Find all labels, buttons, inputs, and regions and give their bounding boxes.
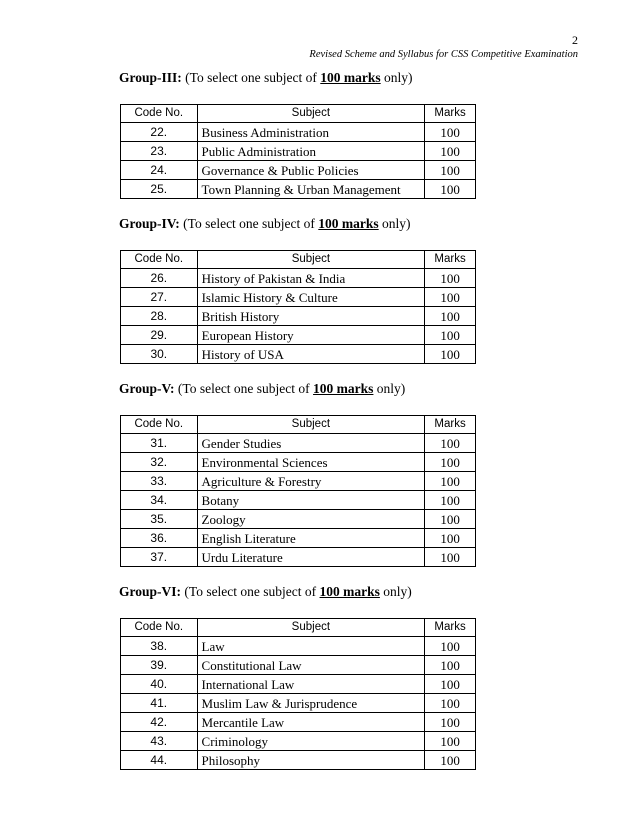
group-label: Group-IV: (119, 216, 180, 231)
group-section (119, 70, 579, 199)
table-row (121, 751, 476, 770)
code-cell: 35. (121, 510, 198, 529)
subject-cell: Muslim Law & Jurisprudence (197, 694, 425, 713)
code-cell: 24. (121, 161, 198, 180)
table-row (121, 326, 476, 345)
subject-cell: Public Administration (197, 142, 425, 161)
marks-cell: 100 (425, 180, 476, 199)
table-row (121, 472, 476, 491)
syllabus-content (119, 70, 579, 787)
table-row (121, 161, 476, 180)
subject-cell: British History (197, 307, 425, 326)
table-row (121, 180, 476, 199)
marks-cell: 100 (425, 751, 476, 770)
marks-cell: 100 (425, 453, 476, 472)
subject-cell: Agriculture & Forestry (197, 472, 425, 491)
column-header-subject: Subject (197, 105, 425, 123)
code-cell: 31. (121, 434, 198, 453)
subject-cell: Criminology (197, 732, 425, 751)
table-header-row (121, 105, 476, 123)
marks-cell: 100 (425, 713, 476, 732)
marks-cell: 100 (425, 548, 476, 567)
group-note-end: only) (382, 216, 411, 231)
group-label: Group-VI: (119, 584, 182, 599)
marks-cell: 100 (425, 269, 476, 288)
group-label: Group-III: (119, 70, 182, 85)
code-cell: 37. (121, 548, 198, 567)
subject-cell: Urdu Literature (197, 548, 425, 567)
marks-cell: 100 (425, 694, 476, 713)
table-row (121, 123, 476, 142)
table-row (121, 675, 476, 694)
column-header-subject: Subject (197, 416, 425, 434)
code-cell: 28. (121, 307, 198, 326)
marks-cell: 100 (425, 472, 476, 491)
marks-cell: 100 (425, 732, 476, 751)
group-note-marks: 100 marks (319, 584, 380, 599)
table-row (121, 694, 476, 713)
code-cell: 34. (121, 491, 198, 510)
subjects-table (120, 250, 476, 364)
subject-cell: History of Pakistan & India (197, 269, 425, 288)
code-cell: 22. (121, 123, 198, 142)
subjects-table (120, 104, 476, 199)
group-note-end: only) (383, 584, 412, 599)
code-cell: 44. (121, 751, 198, 770)
column-header-subject: Subject (197, 251, 425, 269)
marks-cell: 100 (425, 434, 476, 453)
subject-cell: Gender Studies (197, 434, 425, 453)
running-header: Revised Scheme and Syllabus for CSS Competitive Examination (309, 49, 578, 60)
table-row (121, 491, 476, 510)
subject-cell: Islamic History & Culture (197, 288, 425, 307)
table-row (121, 510, 476, 529)
subject-cell: English Literature (197, 529, 425, 548)
subject-cell: European History (197, 326, 425, 345)
subject-cell: Business Administration (197, 123, 425, 142)
marks-cell: 100 (425, 142, 476, 161)
table-row (121, 142, 476, 161)
page-number: 2 (572, 33, 578, 47)
subject-cell: History of USA (197, 345, 425, 364)
marks-cell: 100 (425, 491, 476, 510)
group-heading (119, 584, 579, 600)
column-header-code: Code No. (121, 105, 198, 123)
marks-cell: 100 (425, 637, 476, 656)
subject-cell: Zoology (197, 510, 425, 529)
table-row (121, 345, 476, 364)
column-header-subject: Subject (197, 619, 425, 637)
group-heading (119, 70, 579, 86)
group-note-start: (To select one subject of (183, 216, 315, 231)
table-row (121, 548, 476, 567)
code-cell: 33. (121, 472, 198, 491)
marks-cell: 100 (425, 656, 476, 675)
group-section (119, 216, 579, 364)
subject-cell: Mercantile Law (197, 713, 425, 732)
code-cell: 39. (121, 656, 198, 675)
code-cell: 43. (121, 732, 198, 751)
table-row (121, 434, 476, 453)
subject-cell: Constitutional Law (197, 656, 425, 675)
group-section (119, 381, 579, 567)
marks-cell: 100 (425, 123, 476, 142)
code-cell: 36. (121, 529, 198, 548)
table-row (121, 529, 476, 548)
column-header-marks: Marks (425, 105, 476, 123)
group-section (119, 584, 579, 770)
group-note-start: (To select one subject of (185, 70, 317, 85)
subject-cell: Town Planning & Urban Management (197, 180, 425, 199)
table-row (121, 269, 476, 288)
code-cell: 27. (121, 288, 198, 307)
column-header-code: Code No. (121, 619, 198, 637)
table-header-row (121, 416, 476, 434)
group-heading (119, 216, 579, 232)
subjects-table (120, 415, 476, 567)
code-cell: 32. (121, 453, 198, 472)
group-note-end: only) (376, 381, 406, 396)
table-header-row (121, 619, 476, 637)
group-note-end: only) (384, 70, 413, 85)
subjects-table (120, 618, 476, 770)
marks-cell: 100 (425, 161, 476, 180)
table-row (121, 453, 476, 472)
code-cell: 38. (121, 637, 198, 656)
column-header-code: Code No. (121, 251, 198, 269)
code-cell: 29. (121, 326, 198, 345)
group-label: Group-V: (119, 381, 175, 396)
marks-cell: 100 (425, 529, 476, 548)
table-row (121, 307, 476, 326)
column-header-marks: Marks (425, 251, 476, 269)
marks-cell: 100 (425, 345, 476, 364)
marks-cell: 100 (425, 510, 476, 529)
code-cell: 40. (121, 675, 198, 694)
group-note-marks: 100 marks (313, 381, 374, 396)
subject-cell: Botany (197, 491, 425, 510)
column-header-code: Code No. (121, 416, 198, 434)
group-note-start: (To select one subject of (184, 584, 317, 599)
code-cell: 26. (121, 269, 198, 288)
marks-cell: 100 (425, 307, 476, 326)
table-row (121, 656, 476, 675)
table-row (121, 732, 476, 751)
table-row (121, 288, 476, 307)
group-note-marks: 100 marks (320, 70, 381, 85)
subject-cell: International Law (197, 675, 425, 694)
table-header-row (121, 251, 476, 269)
marks-cell: 100 (425, 675, 476, 694)
group-note-marks: 100 marks (318, 216, 379, 231)
subject-cell: Law (197, 637, 425, 656)
subject-cell: Governance & Public Policies (197, 161, 425, 180)
subject-cell: Philosophy (197, 751, 425, 770)
code-cell: 42. (121, 713, 198, 732)
subject-cell: Environmental Sciences (197, 453, 425, 472)
code-cell: 30. (121, 345, 198, 364)
code-cell: 41. (121, 694, 198, 713)
table-row (121, 637, 476, 656)
code-cell: 23. (121, 142, 198, 161)
marks-cell: 100 (425, 326, 476, 345)
marks-cell: 100 (425, 288, 476, 307)
column-header-marks: Marks (425, 619, 476, 637)
group-note-start: (To select one subject of (177, 381, 310, 396)
group-heading (119, 381, 579, 397)
code-cell: 25. (121, 180, 198, 199)
table-row (121, 713, 476, 732)
column-header-marks: Marks (425, 416, 476, 434)
